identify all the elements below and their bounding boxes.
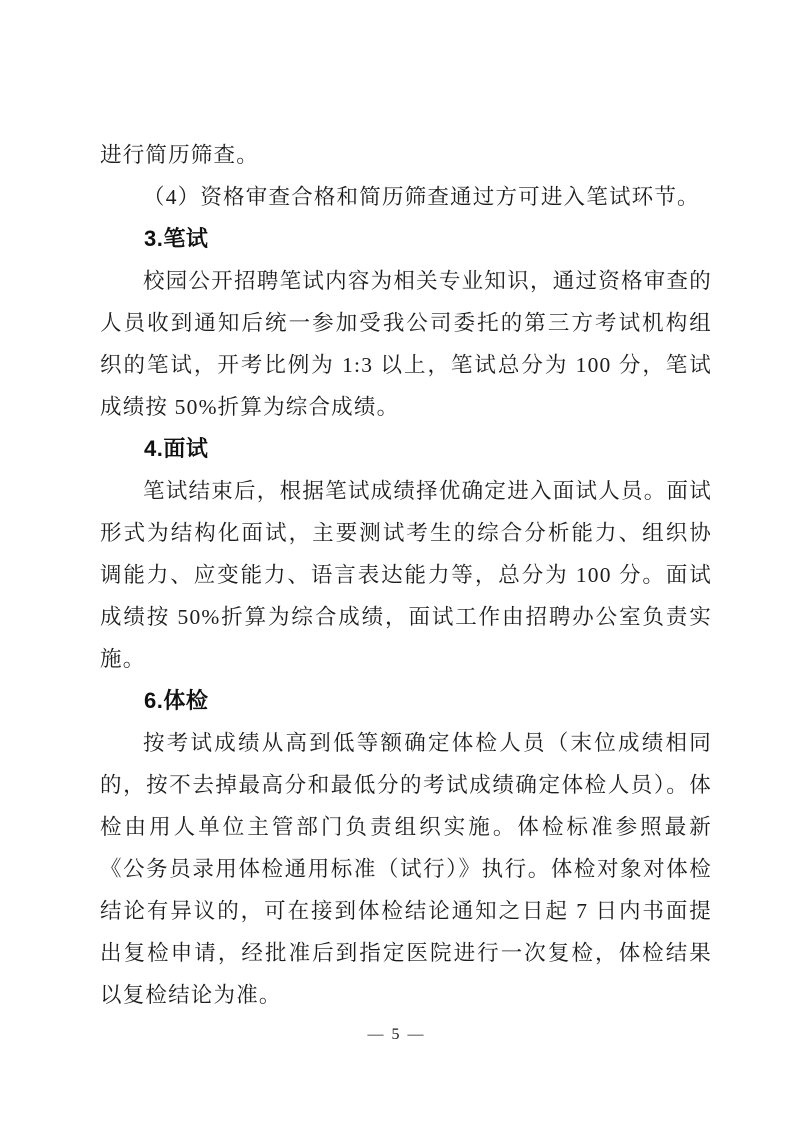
- paragraph-physical-exam: 按考试成绩从高到低等额确定体检人员（末位成绩相同的，按不去掉最高分和最低分的考试成绩确定体检人员）。体检由用人单位主管部门负责组织实施。体检标准参照最新《公务员录用体检通用标准（试行）》执行。体检对象对体检结论有异议的，可在接到体检结论通知之日起 7 日内书面提出复检申请，经批准后到指定医院进行一次复检，体检结果以复检结论为准。: [100, 731, 712, 1007]
- paragraph-continuation-line: 进行简历筛查。: [100, 143, 259, 167]
- section-heading-written-test: 3.笔试: [144, 226, 209, 251]
- paragraph-written-test: 校园公开招聘笔试内容为相关专业知识，通过资格审查的人员收到通知后统一参加受我公司委托的第三方考试机构组织的笔试，开考比例为 1:3 以上，笔试总分为 100 分，笔试成绩按 50%折算为综合成绩。: [100, 269, 712, 419]
- section-heading-physical-exam: 6.体检: [144, 688, 209, 713]
- page-content: [100, 134, 712, 1016]
- section-heading-interview: 4.面试: [144, 436, 209, 461]
- paragraph-item-4: （4）资格审查合格和简历筛查通过方可进入笔试环节。: [143, 185, 700, 209]
- paragraph-interview: 笔试结束后，根据笔试成绩择优确定进入面试人员。面试形式为结构化面试，主要测试考生的综合分析能力、组织协调能力、应变能力、语言表达能力等，总分为 100 分。面试成绩按 50%折算为综合成绩，面试工作由招聘办公室负责实施。: [100, 479, 712, 671]
- page-number: — 5 —: [367, 1026, 426, 1043]
